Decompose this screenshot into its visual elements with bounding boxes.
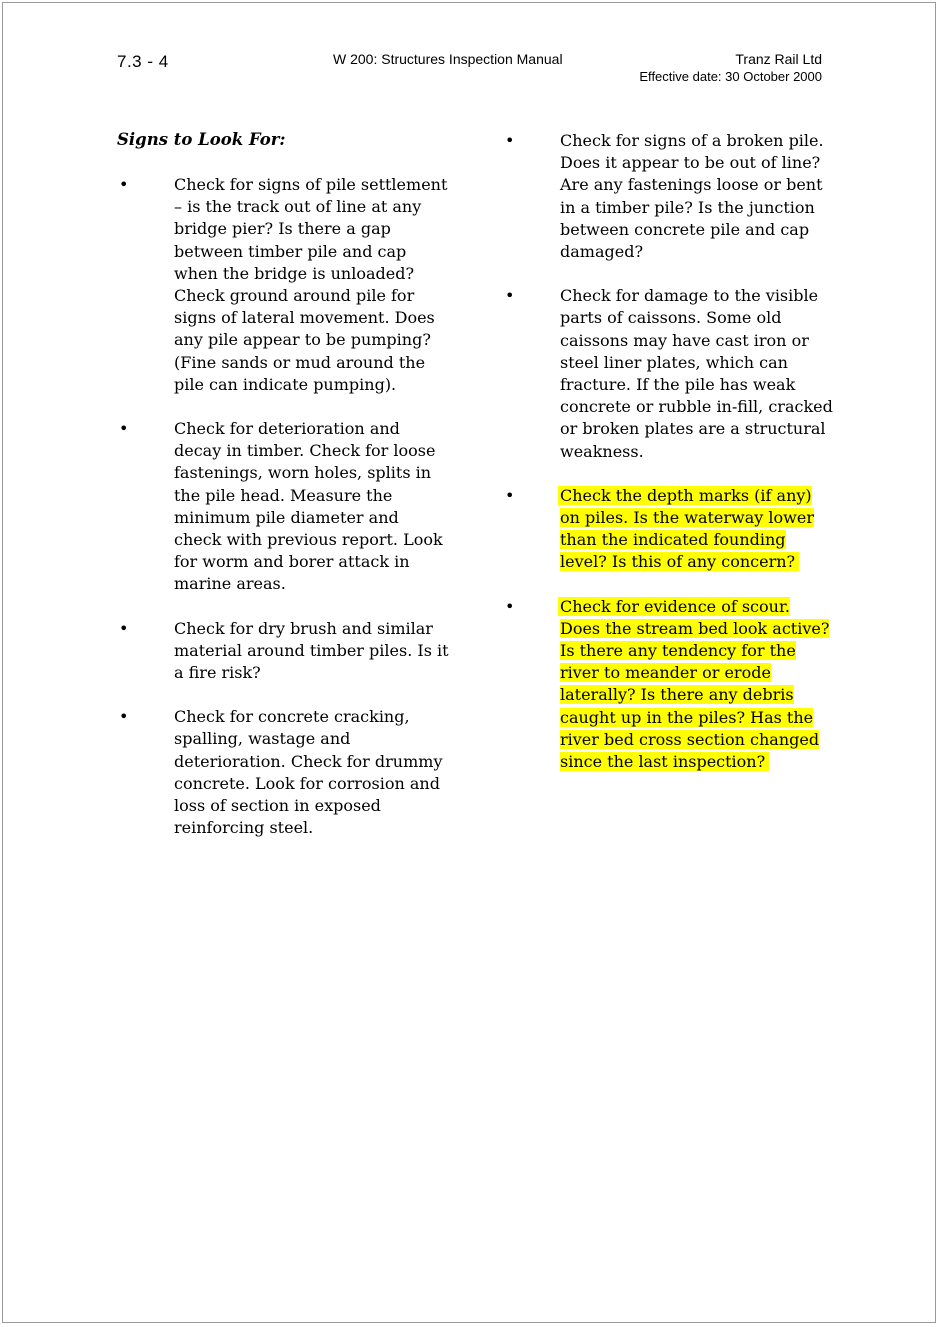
left-column [117, 174, 457, 861]
bullet-icon: • [119, 707, 129, 727]
bullet-text: Check for damage to the visible parts of caissons. Some old caissons may have cast iron or steel liner plates, which can fracture. If the pile has weak concrete or rubble in-fill, cracked or broken plates are a structural weakness. [560, 286, 833, 461]
bullet-item [117, 618, 457, 685]
bullet-icon: • [119, 618, 129, 638]
bullet-item-highlighted [503, 485, 843, 574]
section-number: 7.3 - 4 [117, 52, 169, 71]
bullet-icon: • [505, 596, 515, 616]
highlighted-text: Check for evidence of scour. Does the stream bed look active? Is there any tendency for the river to meander or erode laterally? Is there any debris caught up in the piles? Has the river bed cross section changed since the last inspection? [560, 596, 830, 772]
bullet-icon: • [119, 175, 129, 194]
bullet-text: Check for signs of pile settlement – is the track out of line at any bridge pier? Is there a gap between timber pile and cap when the bridge is unloaded? Check ground around pile for signs of lateral movement. Does any pile appear to be pumping? (Fine sands or mud around the pile can indicate pumping). [174, 175, 448, 394]
bullet-text: Check for deterioration and decay in timber. Check for loose fastenings, worn holes, splits in the pile head. Measure the minimum pile diameter and check with previous report. Look for worm and borer attack in marine areas. [174, 419, 443, 594]
bullet-icon: • [505, 485, 515, 505]
company-name: Tranz Rail Ltd [735, 51, 822, 67]
bullet-item [117, 174, 457, 396]
bullet-item [503, 130, 843, 263]
bullet-icon: • [505, 131, 515, 150]
bullet-item [503, 285, 843, 463]
document-page [2, 2, 936, 1323]
highlighted-text: Check the depth marks (if any) on piles. Is the waterway lower than the indicated founding level? Is this of any concern? [560, 485, 814, 572]
right-column [503, 130, 843, 795]
bullet-item [117, 706, 457, 839]
bullet-text: Check for signs of a broken pile. Does it appear to be out of line? Are any fastenings loose or bent in a timber pile? Is the junction between concrete pile and cap damaged? [560, 131, 824, 262]
bullet-icon: • [119, 419, 129, 439]
section-heading: Signs to Look For: [117, 130, 286, 149]
bullet-icon: • [505, 286, 515, 306]
bullet-text: Check for concrete cracking, spalling, wastage and deterioration. Check for drummy concrete. Look for corrosion and loss of section in exposed reinforcing steel. [174, 707, 443, 838]
document-title: W 200: Structures Inspection Manual [333, 51, 563, 67]
bullet-item-highlighted [503, 596, 843, 774]
bullet-text: Check for dry brush and similar material around timber piles. Is it a fire risk? [174, 618, 449, 683]
effective-date: Effective date: 30 October 2000 [639, 69, 822, 84]
bullet-item [117, 418, 457, 596]
